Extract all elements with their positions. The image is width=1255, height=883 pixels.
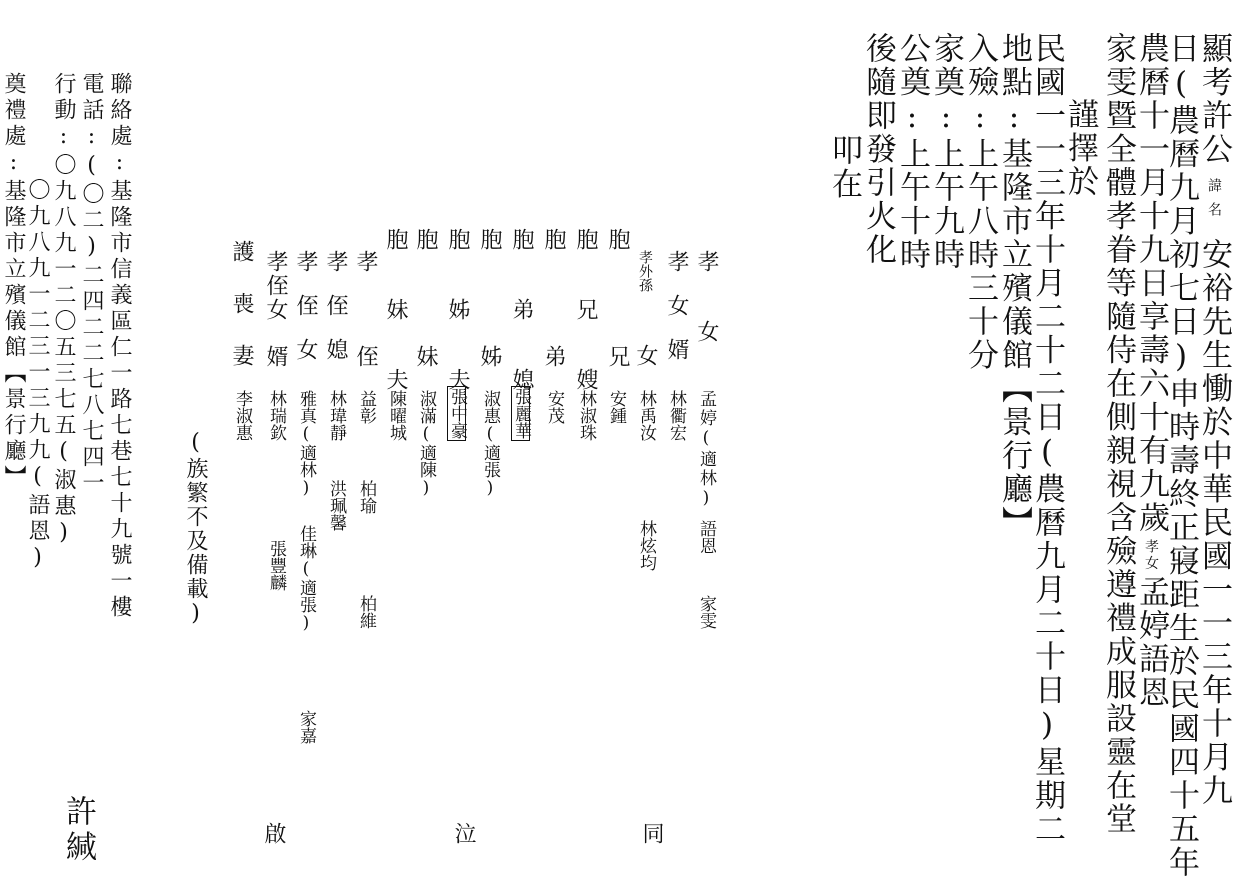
- mourner-name: 佳琳(適張): [296, 525, 316, 633]
- mourner-name: 孟婷(適林): [696, 390, 716, 510]
- announcement-line-2: 日(農曆九月初七日)申時壽終正寢距生於民國四十五年: [1163, 32, 1199, 880]
- mourner-name: 林禹汝: [636, 390, 656, 441]
- mourner-row: 孝侄女: [263, 250, 288, 322]
- phone-label: 電話:: [79, 72, 104, 153]
- contact-address: 聯絡處:基隆市信義區仁一路七巷七十九號一樓: [107, 72, 132, 621]
- deceased-name-text: 安裕先生慟於中華民國一一三年十月九: [1196, 238, 1232, 808]
- mourner-row: 胞: [541, 228, 566, 258]
- mourner-relation: 弟: [541, 345, 566, 375]
- mourner-row: 孝: [353, 250, 378, 280]
- mourner-name: 林衢宏: [666, 390, 686, 441]
- mourner-relation: 侄: [353, 345, 378, 375]
- mourner-relation-end: 女: [633, 344, 658, 374]
- daughter-name-1: 孟婷: [1133, 575, 1169, 643]
- mourner-name: 安鍾: [606, 390, 626, 424]
- mourner-name: 洪珮馨: [326, 480, 346, 531]
- hall-name: 【景行廳】: [996, 372, 1032, 540]
- mobile-label: 行動:: [51, 72, 76, 153]
- deceased-title: 顯考許公: [1196, 32, 1232, 166]
- mourner-row: 胞妹夫: [383, 228, 408, 398]
- mourner-row: 孝侄女: [293, 250, 318, 368]
- mourner-name: 林瑞欽: [266, 390, 286, 441]
- mourner-name: 淑惠(適張): [480, 390, 500, 498]
- cremation-note: 後隨即發引火化: [860, 32, 896, 267]
- contact-venue: [2, 72, 24, 491]
- announcement-line-1: [1196, 32, 1232, 808]
- mourner-row: 護喪妻: [229, 240, 254, 374]
- announcement-line-5: 謹擇於: [1062, 98, 1098, 199]
- mourner-row: 孝女: [694, 250, 719, 350]
- mourner-name: 張豐麟: [266, 540, 286, 591]
- ceremony-date: 民國一一三年十月二十二日(農曆九月二十日)星期二: [1029, 32, 1065, 846]
- daughter-name-2: 語恩: [1133, 642, 1169, 710]
- mourner-name: 語恩: [696, 520, 716, 554]
- ceremony-location: [996, 32, 1032, 540]
- closing-phrase: 叩在: [826, 134, 862, 201]
- mourner-name: 林炫均: [636, 520, 656, 571]
- mourner-name: 雅真(適林): [296, 390, 316, 498]
- contact-mobile-2: 〇九八九一二三一三九九(語恩): [25, 178, 50, 574]
- public-rite-time: 公奠:上午十時: [894, 32, 930, 272]
- mourner-name: 林淑珠: [576, 390, 596, 441]
- mourner-relation: 妹: [413, 345, 438, 375]
- mourner-name: 柏瑜: [356, 480, 376, 514]
- encoffining-time: 入殮:上午八時三十分: [962, 32, 998, 372]
- signature: 許緘: [60, 795, 96, 865]
- phone-value: (〇二)二四二二七八七四一: [79, 153, 104, 497]
- mourner-row: 胞姊夫: [445, 228, 470, 398]
- footer-word-announce: 啟: [261, 822, 286, 852]
- venue-value: 基隆市立殯儀館【景行廳】: [1, 179, 26, 491]
- mourner-name: 家雯: [696, 595, 716, 629]
- mourner-row: 胞: [413, 228, 438, 258]
- mourner-name: 柏維: [356, 595, 376, 629]
- mourner-row: 胞: [477, 228, 502, 258]
- mourner-row: 胞兄嫂: [573, 228, 598, 398]
- family-note: (族繁不及備載): [183, 430, 208, 628]
- mourner-name: 林瑋靜: [326, 390, 346, 441]
- footer-word-weep: 泣: [451, 822, 476, 852]
- mourner-relation: 姊: [477, 345, 502, 375]
- mourner-name: 李淑惠: [232, 390, 252, 441]
- mourner-row: 胞: [605, 228, 630, 258]
- mourner-name: 益彰: [356, 390, 376, 424]
- venue-label: 奠禮處:: [1, 72, 26, 179]
- announcement-line-3: [1133, 32, 1169, 710]
- contact-mobile-1: [52, 72, 74, 549]
- mourner-name: 淑滿(適陳): [416, 390, 436, 498]
- mourner-name: 張麗華: [511, 388, 531, 439]
- contact-phone: [80, 72, 102, 497]
- taboo-mark: 諱名: [1206, 178, 1222, 226]
- filial-daughter-mark: 孝女: [1143, 538, 1159, 572]
- mourner-row: 孝女婿: [664, 250, 689, 368]
- mourner-row: 孝侄媳: [323, 250, 348, 368]
- mourner-name: 家嘉: [296, 710, 316, 744]
- announcement-line-4: 家雯暨全體孝眷等隨侍在側親視含殮遵禮成服設靈在堂: [1100, 32, 1136, 836]
- birth-date-text: 農曆十一月十九日享壽六十有九歲: [1133, 32, 1169, 535]
- mourner-row: 胞弟媳: [509, 228, 534, 398]
- mourner-relation: 孝外孫: [637, 250, 653, 292]
- mourner-relation: 兄: [605, 345, 630, 375]
- family-rite-time: 家奠:上午九時: [928, 32, 964, 272]
- mourner-relation: 婿: [263, 345, 288, 375]
- mourner-name: 張中豪: [447, 388, 467, 439]
- footer-word-same: 同: [639, 822, 664, 852]
- mourner-name: 安茂: [544, 390, 564, 424]
- mourner-name: 陳曜城: [386, 390, 406, 441]
- location-text: 地點:基隆市立殯儀館: [996, 32, 1032, 372]
- mobile-value-1: 〇九八九一二〇五三七五(淑惠): [51, 153, 76, 549]
